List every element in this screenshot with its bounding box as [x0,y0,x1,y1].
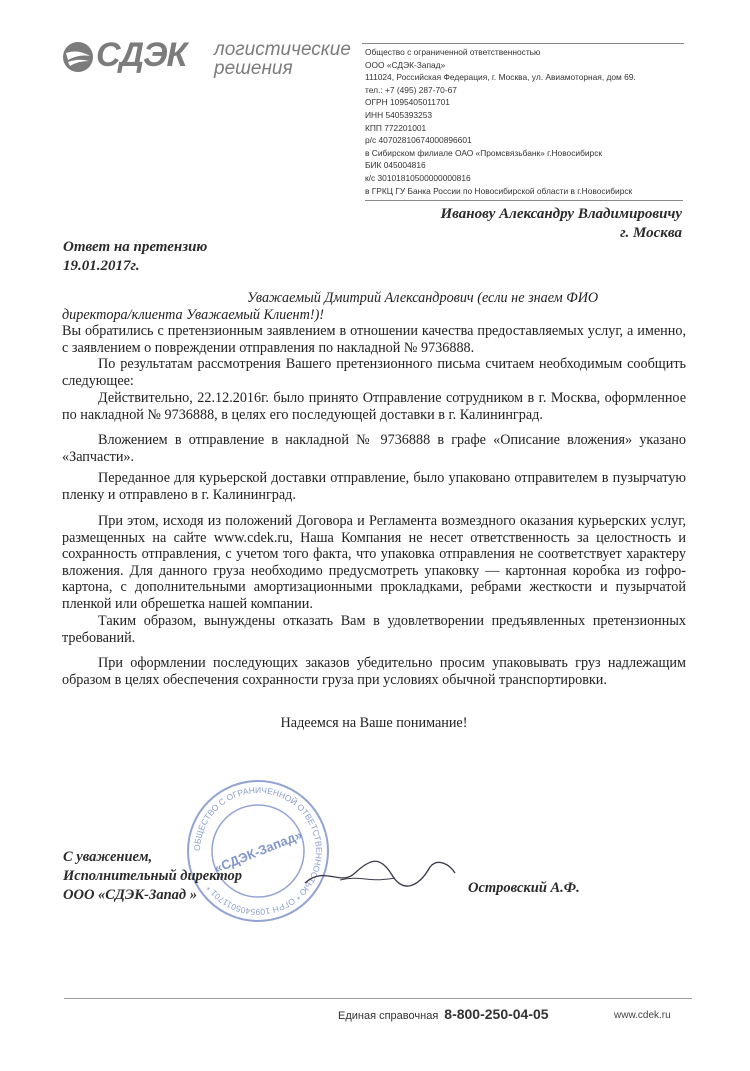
requisite-line: в ГРКЦ ГУ Банка России по Новосибирской области в г.Новосибирск [365,185,633,196]
paragraph-4: Вложением в отправление в накладной № 9736888 в графе «Описание вложения» указано «Запчасти». [62,432,686,465]
recipient-name: Иванову Александру Владимировичу [440,206,682,222]
stamp-center-text: «СДЭК-Запад» [212,827,305,876]
signature-block [63,848,242,905]
brand-name: СДЭК [96,36,187,74]
website-link[interactable]: www.cdek.ru [614,1010,671,1021]
requisite-line: БИК 045004816 [365,160,426,171]
tagline-line-2: решения [214,58,293,79]
reply-title: Ответ на претензию [63,239,208,255]
requisite-line: р/с 40702810674000896601 [365,135,472,146]
helpline [338,1006,549,1022]
requisite-line: 111024, Российская Федерация, г. Москва, ул. Авиамоторная, дом 69. [365,72,636,83]
cdek-logo-icon [62,40,94,74]
reply-heading [63,238,207,276]
requisite-line: Общество с ограниченной ответственностью [365,47,541,57]
company-requisites [365,46,636,197]
tagline-line-1: логистические [214,39,351,60]
requisite-line: КПП 772201001 [365,122,427,133]
footer-divider [64,998,692,999]
closing-line: Надеемся на Ваше понимание! [280,715,468,731]
handwritten-signature-icon [300,845,460,895]
letter-body [62,290,686,740]
signer-name: Островский А.Ф. [468,880,580,896]
paragraph-8: При оформлении последующих заказов убедительно просим упаковывать груз надлежащим образом в целях обеспечения сохранности груза при условиях обычной транспортировки. [62,655,686,688]
position-line: Исполнительный директор [63,868,242,884]
paragraph-6: При этом, исходя из положений Договора и Регламента возмездного оказания курьерских услуг, размещенных на сайте www.cdek.ru, Наша Компания не несет ответственность за целостность и сохранность отправления, с учетом того факта, что упаковка отправления не соответствует характеру вложения. Для данного груза необходимо предусмотреть упаковку — картонная коробка из гофро-картона, с дополнительными амортизационными прокладками, ребрами жесткости и пузырчатой пленкой или обрешетка нашей компании. [62,513,686,612]
salutation [62,290,686,323]
salutation-line-2: директора/клиента Уважаемый Клиент!)! [62,306,325,323]
paragraph-7: Таким образом, вынуждены отказать Вам в удовлетворении предъявленных претензионных требований. [62,613,686,646]
requisite-line: в Сибирском филиале ОАО «Промсвязьбанк» г.Новосибирск [365,147,603,158]
reply-date: 19.01.2017г. [63,258,140,274]
paragraph-5: Переданное для курьерской доставки отправление, было упаковано отправителем в пузырчатую пленку и отправлено в г. Калининград. [62,470,686,503]
helpline-phone: 8-800-250-04-05 [444,1006,549,1022]
recipient-block [440,205,682,243]
requisite-line: тел.: +7 (495) 287-70-67 [365,84,457,95]
requisite-line: ОГРН 1095405011701 [365,97,450,108]
requisites-divider [362,43,684,44]
paragraph-3: Действительно, 22.12.2016г. было принято Отправление сотрудником в г. Москва, оформленное по накладной № 9736888, в целях его последующей доставки в г. Калининград. [62,390,686,423]
requisite-line: к/с 30101810500000000816 [365,172,471,183]
paragraph-1: Вы обратились с претензионным заявлением в отношении качества предоставляемых услуг, а именно, с заявлением о повреждении отправления по накладной № 9736888. [62,323,686,356]
salutation-line-1: Уважаемый Дмитрий Александрович (если не знаем ФИО [247,290,599,306]
requisite-line: ООО «СДЭК-Запад» [365,59,446,70]
brand-tagline [214,40,351,78]
regards-line: С уважением, [63,849,153,865]
address-divider [365,200,683,201]
paragraph-2: По результатам рассмотрения Вашего претензионного письма считаем необходимым сообщить следующее: [62,356,686,389]
recipient-city: г. Москва [620,225,682,241]
helpline-label: Единая справочная [338,1010,439,1022]
stamp-ring-text: ОБЩЕСТВО С ОГРАНИЧЕННОЙ ОТВЕТСТВЕННОСТЬЮ * ОГРН 1095405011701 * [191,784,325,918]
company-line: ООО «СДЭК-Запад » [63,887,197,903]
requisite-line: ИНН 5405393253 [365,109,433,120]
